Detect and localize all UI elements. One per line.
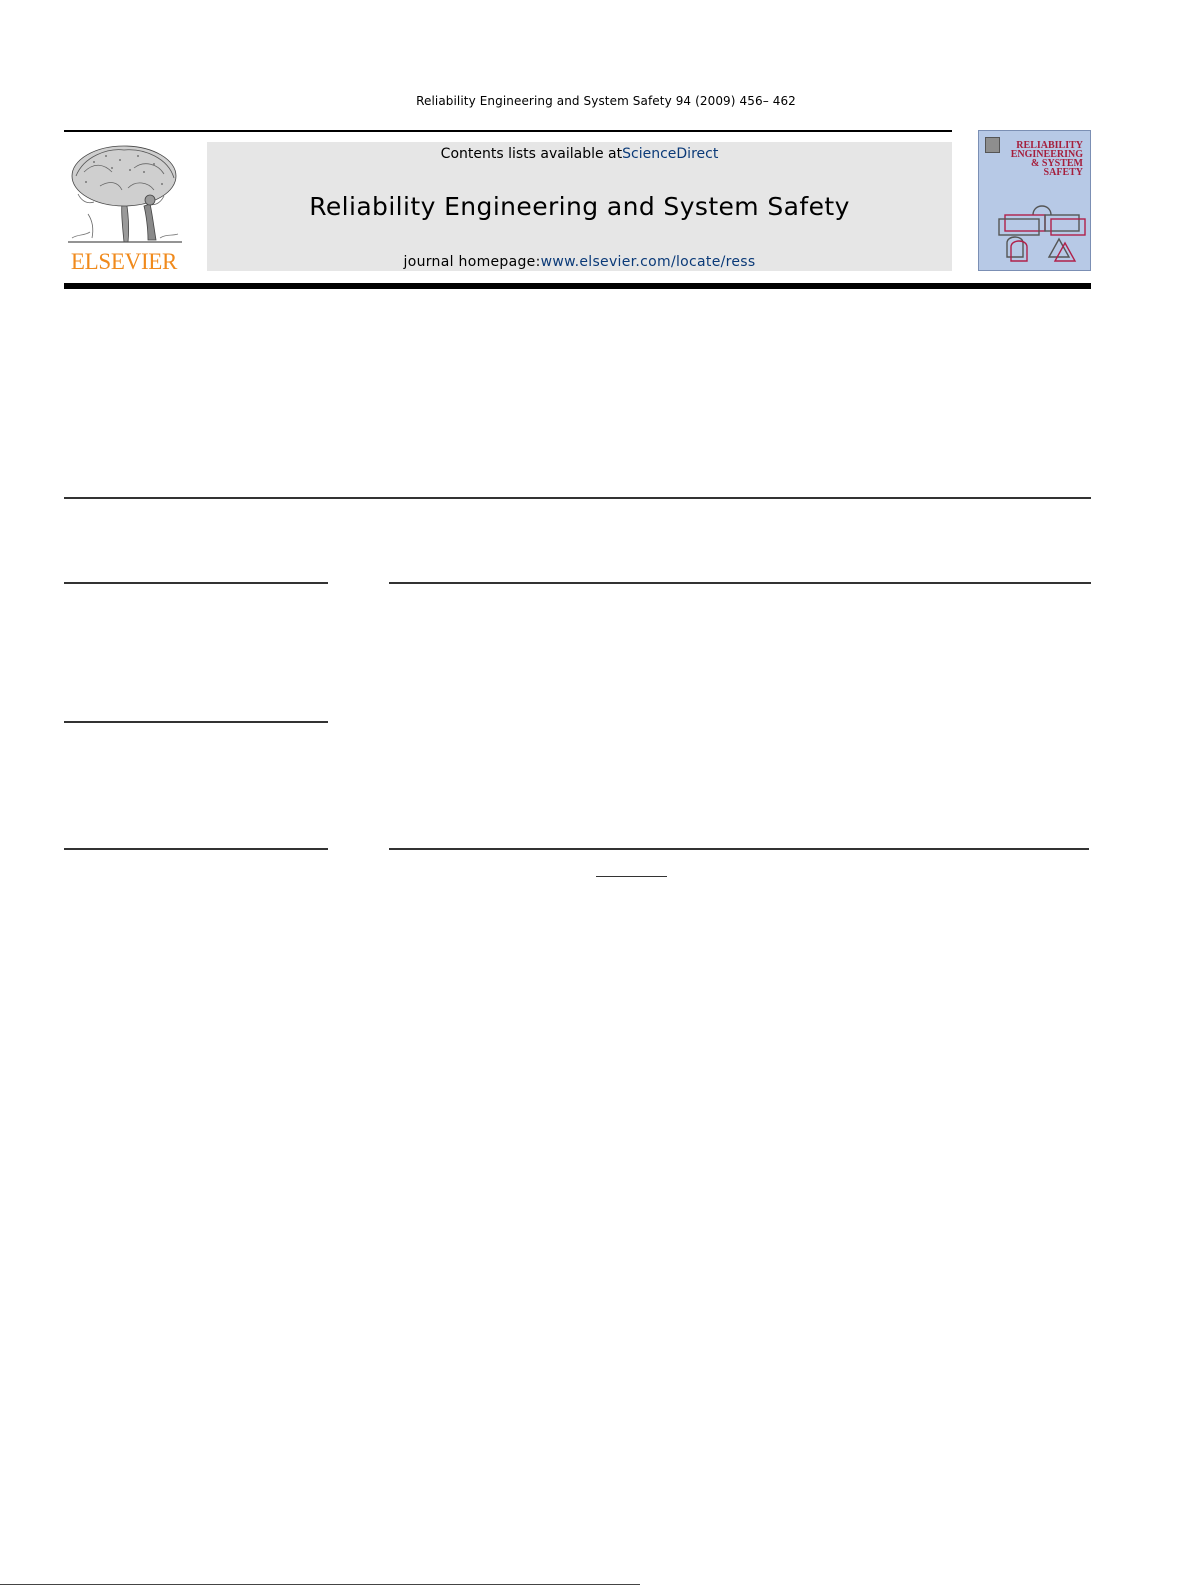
elsevier-tree-logo-icon <box>64 142 186 250</box>
cover-title-line: & SYSTEM <box>1031 158 1083 169</box>
journal-cover[interactable] <box>978 130 1091 271</box>
journal-title: Reliability Engineering and System Safety <box>309 192 850 221</box>
contents-prefix: Contents lists available at <box>440 146 623 162</box>
section-divider <box>596 876 667 877</box>
contents-line <box>207 146 952 162</box>
abstract-rule <box>389 582 1091 584</box>
cover-title-line: RELIABILITY <box>1016 140 1083 151</box>
keywords-rule <box>64 721 328 723</box>
sciencedirect-link[interactable]: ScienceDirect <box>622 146 719 162</box>
article-info-end-rule <box>64 848 328 850</box>
cover-publisher-badge-icon <box>985 137 1000 153</box>
journal-homepage-link[interactable]: www.elsevier.com/locate/ress <box>540 254 756 270</box>
article-info-rule <box>64 582 328 584</box>
cover-title-line: SAFETY <box>1043 167 1083 178</box>
running-head: Reliability Engineering and System Safety 94 (2009) 456– 462 <box>416 94 796 108</box>
journal-masthead <box>207 142 952 271</box>
homepage-line <box>207 254 952 270</box>
homepage-prefix: journal homepage: <box>403 254 541 270</box>
cover-title <box>1001 141 1083 177</box>
masthead-bottom-rule <box>64 283 1091 289</box>
publisher-logo[interactable] <box>64 142 186 274</box>
footnote-rule <box>0 1584 640 1585</box>
abstract-end-rule <box>389 848 1089 850</box>
title-block-rule <box>64 497 1091 499</box>
header-rule <box>64 130 952 132</box>
cover-title-line: ENGINEERING <box>1010 149 1083 160</box>
publisher-name: ELSEVIER <box>70 249 178 274</box>
cover-diagram-icon <box>979 187 1091 267</box>
